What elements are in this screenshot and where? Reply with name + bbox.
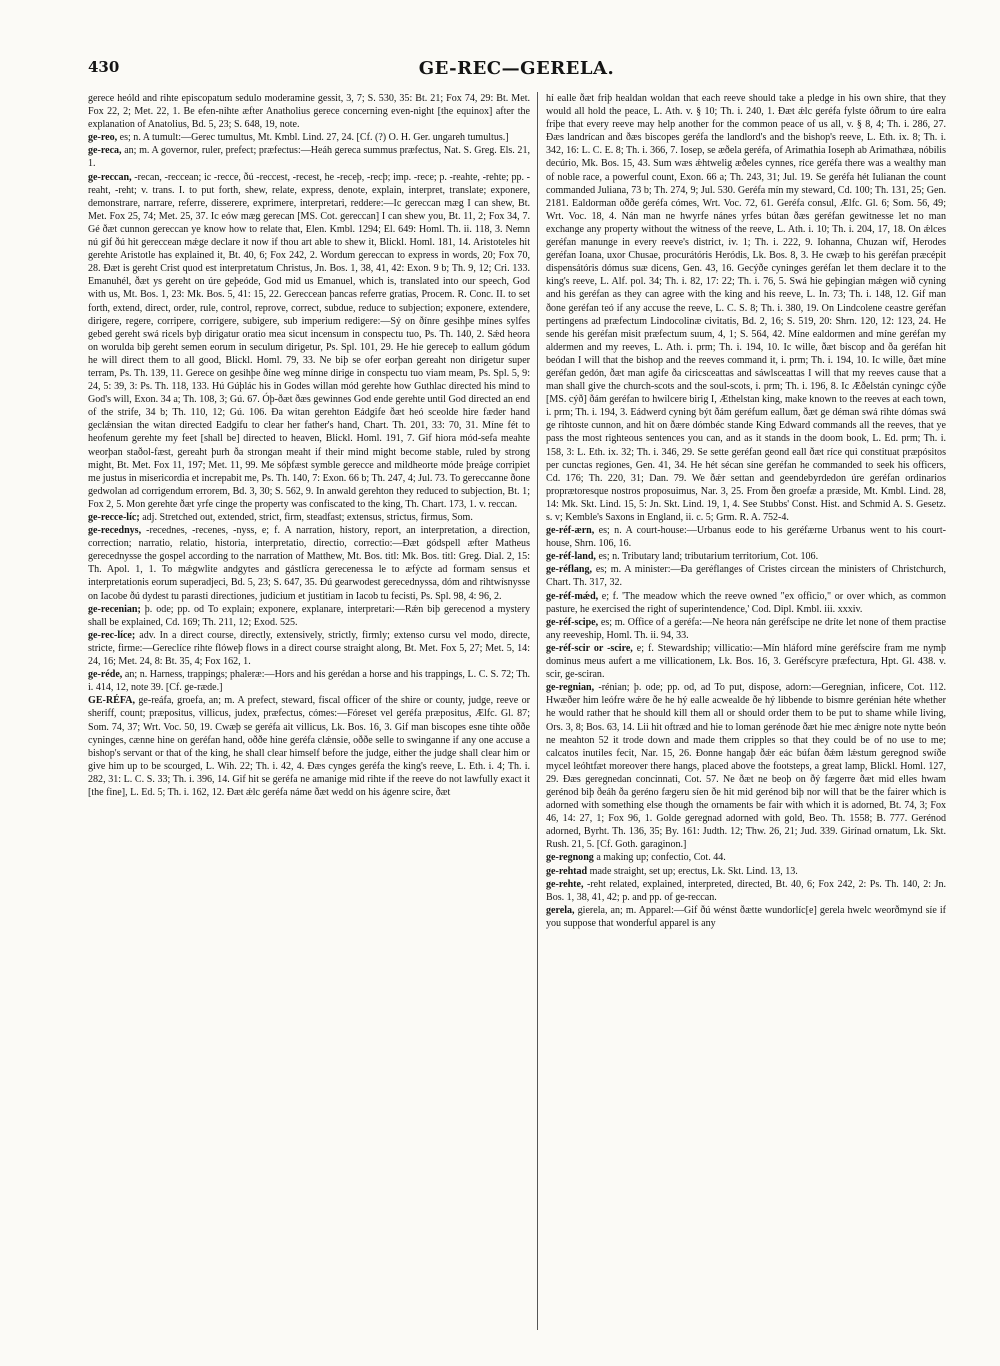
entry-text: e; f. 'The meadow which the reeve owned "ex officio," or over which, as common pasture, he exercised the right of superintendence,' Cod. Dipl. Kmbl. iii. xxxiv. xyxy=(546,590,946,615)
dictionary-entry xyxy=(546,904,946,930)
entry-headword: ge-réf-scipe, xyxy=(546,616,599,628)
entry-headword: ge-réf-scir or -scire, xyxy=(546,642,633,654)
dictionary-entry xyxy=(546,616,946,642)
entry-headword: gerela, xyxy=(546,904,575,916)
dictionary-entry xyxy=(546,681,946,851)
entry-headword: ge-réflang, xyxy=(546,564,593,576)
entry-text: ge-reáfa, groefa, an; m. A prefect, steward, fiscal officer of the shire or county, judge, reeve or sheriff, count; præpositus, villicus, judex, præfectus, cómes:—Fóreset vel geréfa præpositus, Ælfc. Gl. 87; Som. 74, 37; Wrt. Voc. 50, 19. Cwæþ se geréfa ait villicus, Lk. Bos. 16, 3. Gif man biscopes esne tihte oððe cyninges, cænne hine on geréfan hand, oððe hine geréfa clǽnsie, oððe selle to swinganne if any one accuse a bishop's servant or that of the king, he shall clear himself before the judge, either the judge shall clear him or give him up to be scourged, L. Wih. 22; Th. i. 42, 4. Ðæs cynges geréfa the king's reeve, L. Eth. i. 4; Th. i. 282, 31: L. C. S. 33; Th. i. 396, 14. Gif hit se geréfa ne amanige mid rihte if the reeve do not lawfully exact it [the fine], L. Ed. 5; Th. i. 162, 12. Ðæt ǽlc geréfa náme ðæt wedd on his ágenre scire, ðæt xyxy=(88,695,530,798)
dictionary-entry xyxy=(546,590,946,616)
entry-text: es; n. A tumult:—Gerec tumultus, Mt. Kmbl. Lind. 27, 24. [Cf. (?) O. H. Ger. ungareh tumultus.] xyxy=(119,132,509,144)
entry-text: hí ealle ðæt friþ healdan woldan that each reeve should take a pledge in his own shire, that they would all hold the peace, L. Ath. v. § 10; Th. i. 240, 1. Ðæt ǽlc geréfa fylste óðrum to úre ealra friþe that every reeve may help another for the common peace of us all, v. § 8, 4; Th. i. 286, 27. Ðæs landrícan and ðæs biscopes geréfa the landlord's and the bishop's reeve, L. Eth. ix. 8; Th. i. 342, 16: L. C. E. 8; Th. i. 366, 7. Iosep, se æðela geréfa, of Arimathia Ioseph ab Arimathæa, nóbilis decúrio, Mk. Bos. 15, 43. Sum wæs ǽhtwelig æðeles cynnes, ríce geréfa there was a wealthy man of noble race, a powerful count, Exon. 66 a; Th. 243, 31; Jul. 19. Se geréfa hét Iulianan the count commanded Juliana, 73 b; Th. 274, 9; Jul. 530. Geréfa mín my steward, Cd. 100; Th. 131, 25; Gen. 2181. Ealdorman oððe geréfa cómes, Wrt. Voc. 72, 61. Geréfa consul, Ælfc. Gl. 6; Som. 56, 49; Wrt. Voc. 18, 4. Nán man ne hwyrfe nánes yrfes bútan ðæs geréfan gewitnesse let no man exchange any property without the witness of the reeve, L. Ath. i. 10; Th. i. 204, 17, 18. On ǽlces geréfan manunge in every reeve's district, iv. 1; Th. i. 222, 9. Iohanna, Chuzan wíf, Herodes geréfan Ioana, uxor Chusae, procurátóris Heródis, Lk. Bos. 8, 3. He cwæþ to his geréfan præcépit dispensátóris dómus suæ dicens, Gen. 43, 16. Gecýðe cyninges geréfan let them declare it to the king's reeve, L. Alf. pol. 34; Th. i. 82, 17: 22; Th. i. 76, 5. Swá hie geþingian mǽgen wið cyning and his geréfan as they can agree with the king and his reeve, L. In. 73; Th. i. 148, 12. Gif man ðone geréfan teó if any accuse the reeve, L. C. S. 8; Th. i. 380, 19. On Lindcolene ceastre geréfan pertingens ad præfectum Lindocolinæ civitatis, Bd. 2, 16; S. 519, 20: Shrn. 120, 12: 123, 24. He sende his geréfan misit præfectum suum, 4, 1; S. 564, 42. Míne ealdormen and míne geréfan my aldermen and my reeves, L. Ath. i. prm; Th. i. 194, 10. Ic wille, ðæt biscop and ða geréfan hit beódan I will that the bishop and the reeves command it, i. prm; Th. i. 194, 10. Ic wille, ðæt míne geréfan gedón, ðæt man agife ða ciricsceattas and sáwlsceattas I will that my reeves cause that a man shall give the church-scots and the soul-scots, i. prm; Th. i. 196, 8. Ic Æðelstán cyningc cýðe [MS. cýð] ðám geréfan to hwilcere birig I, Æthelstan king, make known to the reeves at each town, i. prm; Th. i. 194, 3. Eádwerd cyning být ðám geréfum eallum, ðæt ge déman swá rihte dómas swá ge rihtoste cunnon, and hit on ðære dómbéc stande King Edward commands all the reeves, that ye pass the most righteous sentences you can, and as it stands in the doom book, L. Ed. prm; Th. i. 158, 3: L. Eth. ix. 32; Th. i. 346, 29. Se sette geréfan geond eall ðæt ríce qui constituat præpósitos per cunctas regiones, Gen. 41, 34. He hét sécan síne geréfan he commanded to seek his officers, Cd. 176; Th. 220, 31; Dan. 79. We ðǽr settan and geendebyrdedon úre geréfan ordinarios proprætoresque nostros proposuimus, Nar. 3, 25. From ðen groefæ a præside, Mt. Kmbl. Lind. 28, 14: Mk. Skt. Lind. 15, 5: Jn. Skt. Lind. 19, 1, 4. See Stubbs' Const. Hist. and Schmid A. S. Gesetz. s. v; Kemble's Saxons in England, ii. c. 5; Grm. R. A. 752-4. xyxy=(546,93,946,523)
entry-headword: ge-réf-land, xyxy=(546,551,596,563)
dictionary-entry xyxy=(546,865,946,878)
entry-headword: ge-reccan, xyxy=(88,171,132,183)
dictionary-entry xyxy=(546,878,946,904)
entry-text: -recan, -reccean; ic -recce, ðú -reccest, -recest, he -receþ, -recþ; imp. -rece; p. -reahte, -rehte; pp. -reaht, -reht; v. trans. I. to put forth, shew, relate, express, denote, explain, interpret, translate; exponere, demonstrare, narrare, referre, disserere, exprimere, interpretari, reddere:—Ic gereccan mæg I can shew, Bt. Met. Fox 25, 74; Met. 25, 37. Ic eów mæg gerecan [MS. Cot. gereccan] I can shew you, Bt. 11, 2; Fox 34, 7. Gé ðæt cunnon gereccan ye know how to relate that, Elen. Kmbl. 1294; El. 649: Homl. Th. ii. 118, 3. Nemn nú gif ðú hit gereccean mǽge declare it now if thou art able to shew it, Blickl. Homl. 181, 14. Aristoteles hit gerehte Aristotle has explained it, Bt. 40, 6; Fox 242, 2. Wordum gereccan to express in words, 20; Fox 70, 28. Ðæt is gereht Crist quod est interpretatum Christus, Jn. Bos. 1, 38, 41, 42: Exon. 9 b; Th. 9, 12; Cri. 133. Emanuhél, ðæt ys gereht on úre geþeóde, God mid us Emanuel, which is, translated into our speech, God with us, Mt. Bos. 1, 23: Mk. Bos. 5, 41: 15, 22. Gereccean þancas referre gratias, Procem. R. Conc. II. to set forth, extend, direct, order, rule, control, reprove, correct, subdue, reduce to subjection; exponere, extendere, dirigere, regere, corripere, corrigere, subigere, sub imperium redigere:—Sý on ðínre gesihþe mínes sylfes gebed gereht swá ricels byþ dirigatur oratio mea sicut incensum in conspectu tuo, Ps. Th. 140, 2. Sǽd heora on worulda biþ gereht semen eorum in seculum dirigetur, Ps. Spl. 101, 29. He hie gereceþ to eallum gódum he will direct them to all good, Blickl. Homl. 79, 33. Ne biþ se ofer eorþan gereaht non dirigetur super terram, Ps. Th. 139, 11. Gerece on gesihþe ðíne weg mínne dirige in conspectu tuo viam meam, Ps. Spl. 5, 9: 24, 5: 39, 3: Ps. Th. 118, 133. Hú Gúþlác his in Godes willan mód gerehte how Guthlac directed his mind to God's will, Exon. 34 a; Th. 108, 3; Gú. 67. Óþ-ðæt ðæs gewinnes God ende gerehte until God directed an end of the strife, 34 b; Th. 110, 12; Gú. 106. Ða witan gerehton Eádgife ðæt heó sceolde hire fæder hand geclǽnsian the witan directed Eadgifu to clear her father's hand, Chart. Th. 201, 33: 70, 31. Míne fét to heofenum gerehte my feet [shall be] directed to heaven, Blickl. Homl. 191, 7. Gif hiora mód-sefa meahte weorþan staðol-fæst, gereaht þurh ða strongan meaht if their mind might become stable, ruled by strong might, Bt. Met. Fox 11, 197; Met. 11, 99. Me sóþfæst symble gerecce and mildheorte móde þreáge corripiet me justus in misericordia et increpabit me, Ps. Th. 140, 7: Exon. 66 b; Th. 247, 4; Jul. 73. To gereccanne ðone gedwolan ad corrigendum errorem, Bd. 3, 30; S. 562, 9. In anwald gerehton they reduced to subjection, Bt. 1; Fox 2, 5. Mon gerehte ðæt yrfe cinge the property was confiscated to the king, Th. Chart. 173, 1. v. reccan. xyxy=(88,171,530,510)
entry-text: þ. ode; pp. od To explain; exponere, explanare, interpretari:—Rǽn biþ gerecenod a mystery shall be explained, Cd. 169; Th. 211, 12; Exod. 525. xyxy=(88,603,530,628)
entry-text: a making up; confectio, Cot. 44. xyxy=(596,852,726,864)
entry-headword: ge-regnong xyxy=(546,852,594,864)
entry-text: es; m. A minister:—Ða geréflanges of Cristes circean the ministers of Christchurch, Chart. Th. 317, 32. xyxy=(546,564,946,589)
entry-headword: ge-réf-ærn, xyxy=(546,525,595,537)
entry-text: e; f. Stewardship; villicatio:—Mín hláford míne geréfscire fram me nymþ dominus meus aufert a me villicationem, Lk. Bos. 16, 3. Geréfscyre præfectura, Hpt. Gl. 438. v. scir, ge-sciran. xyxy=(546,642,946,681)
entry-headword: ge-rec-líce; xyxy=(88,629,136,641)
entry-headword: ge-regnian, xyxy=(546,682,595,694)
entry-headword: ge-réf-mǽd, xyxy=(546,590,599,602)
dictionary-entry xyxy=(546,92,946,524)
entry-text: es; n. A court-house:—Urbanus eode to his geréfærne Urbanus went to his court-house, Shrn. 106, 16. xyxy=(546,525,946,550)
entry-text: made straight, set up; erectus, Lk. Skt. Lind. 13, 13. xyxy=(589,865,798,877)
entry-headword: GE-RÉFA, xyxy=(88,695,135,707)
entry-headword: ge-rehtad xyxy=(546,865,588,877)
dictionary-entry xyxy=(88,668,530,694)
dictionary-entry xyxy=(88,603,530,629)
entry-headword: ge-recenian; xyxy=(88,603,141,615)
entry-text: adj. Stretched out, extended, strict, firm, steadfast; extensus, strictus, firmus, Som. xyxy=(142,512,473,523)
right-column xyxy=(546,92,946,1332)
dictionary-entry xyxy=(88,131,530,144)
dictionary-entry xyxy=(546,524,946,550)
dictionary-entry xyxy=(546,851,946,864)
dictionary-entry xyxy=(88,511,530,524)
column-divider xyxy=(537,92,538,1330)
entry-text: es; m. Office of a geréfa:—Ne heora nán geréfscipe ne dríte let none of them practise any reeveship, Homl. Th. ii. 94, 33. xyxy=(546,616,946,641)
dictionary-entry xyxy=(88,92,530,131)
entry-text: -rénian; þ. ode; pp. od, ad To put, dispose, adorn:—Geregnian, inficere, Cot. 112. Hwæðer him leófre wǽre ðe he hý ealle acwealde ðe hý libbende to bismre gerénian héte whether he would rather that he should kill them all or should order them to be put to shame while living, Ors. 3, 8; Bos. 63, 14. Lii hit oftræd and hie to loman gerénode ðæt hie mec ǽnigre note nytte beón ne meahton 52 it trode down and made them cripples so that they could be of no use to me; calcatos inutiles fecit, Nar. 15, 26. Ðonne hangaþ ðǽr eác búfan ðǽm lǽstum geregnod swíðe mycel leóhtfæt moreover there hangs, placed above the footsteps, a great lamp, Blickl. Homl. 127, 29. Ðæs geregnedan concinnati, Cot. 57. Ne ðæt ne beoþ on ðý fægerre ðæt mid elles hwam gerénod biþ ðeáh ða geréno fægeru síen ðe hit mid gerénod biþ nor will that be the fairer which is adorned with something else though the ornaments be fair with which it is adorned, Bt. 74, 3; Fox 46, 14: 27, 1; Fox 96, 1. Golde geregnad adorned with gold, Beo. Th. 1558; B. 777. Gerénod adorned, Byrht. Th. 136, 35; By. 161: Judth. 12; Thw. 26, 21; Jud. 339. Girínad ornatum, Lk. Skt. Rush. 21, 5. [Cf. Goth. garaginon.] xyxy=(546,682,946,851)
dictionary-entry xyxy=(88,694,530,799)
page-number: 430 xyxy=(88,58,120,76)
dictionary-entry xyxy=(88,629,530,668)
dictionary-entry xyxy=(546,642,946,681)
page-header xyxy=(88,58,945,82)
dictionary-entry xyxy=(88,144,530,170)
running-head: GE-REC—GERELA. xyxy=(418,58,615,79)
entry-text: adv. In a direct course, directly, extensively, strictly, firmly; extenso cursu vel modo, directe, stricte, firme:—Gereclíce rihte flóweþ flows in a direct course straight along, Bt. Met. Fox 5, 27; Met. 5, 14: 24, 16; Met. 24, 8: Bt. 35, 4; Fox 162, 1. xyxy=(88,629,530,668)
entry-text: -reht related, explained, interpreted, directed, Bt. 40, 6; Fox 242, 2: Ps. Th. 140, 2: Jn. Bos. 1, 38, 41, 42; p. and pp. of ge-reccan. xyxy=(546,878,946,903)
dictionary-entry xyxy=(88,171,530,511)
entry-text: gerece heóld and rihte episcopatum sedulo moderamine gessit, 3, 7; S. 530, 35: Bt. 21; Fox 74, 29: Bt. Met. Fox 22, 2; Met. 22, 1. Be efen-nihte æfter Anatholius gerece concerning even-night [the equinox] after the explanation of Anatolius, Bd. 5, 23; S. 648, 19, note. xyxy=(88,93,530,131)
entry-text: an; n. Harness, trappings; phaleræ:—Hors and his gerédan a horse and his trappings, L. C. S. 72; Th. i. 414, 12, note 39. [Cf. ge-ræde.] xyxy=(88,669,530,694)
entry-headword: ge-reca, xyxy=(88,145,122,157)
entry-headword: ge-rehte, xyxy=(546,878,584,890)
entry-text: an; m. A governor, ruler, prefect; præfectus:—Heáh gereca summus præfectus, Nat. S. Greg. Els. 21, 1. xyxy=(88,145,530,170)
dictionary-entry xyxy=(88,524,530,603)
entry-headword: ge-recce-líc; xyxy=(88,512,140,523)
entry-headword: ge-réde, xyxy=(88,669,123,681)
entry-text: gierela, an; m. Apparel:—Gif ðú wénst ðætte wundorlíc[e] gerela hwelc weorðmynd síe if you suppose that wonderful apparel is any xyxy=(546,904,946,929)
left-column xyxy=(88,92,530,1332)
entry-headword: ge-reo, xyxy=(88,132,118,144)
entry-text: es; n. Tributary land; tributarium territorium, Cot. 106. xyxy=(598,551,819,563)
dictionary-entry xyxy=(546,550,946,563)
entry-headword: ge-recednys, xyxy=(88,525,142,537)
dictionary-entry xyxy=(546,563,946,589)
entry-text: -recednes, -recenes, -nyss, e; f. A narration, history, report, an interpretation, a direction, correction; narratio, relatio, historia, interpretatio, directio, correctio:—Ðæt gódspell æfter Matheus gerecednysse the gospel according to the narration of Matthew, Mt. Bos. titl: Mk. Bos. titl: Greg. Dial. 2, 15: Th. Apol. 1, 1. To mǽgwlite andgytes and gástlícra gerecenessa le to æfýcte ad formam sensus et interpretationis eorum superadjeci, Bd. 5, 23; S. 647, 35. Ðú gearwodest gerecednyssa, dóm and rihtwísnysse on Iacobe ðú dydest tu parasti directiones, judicium et justitiam in Iacob tu fecisti, Ps. Spl. 98, 4: 96, 2. xyxy=(88,525,530,602)
